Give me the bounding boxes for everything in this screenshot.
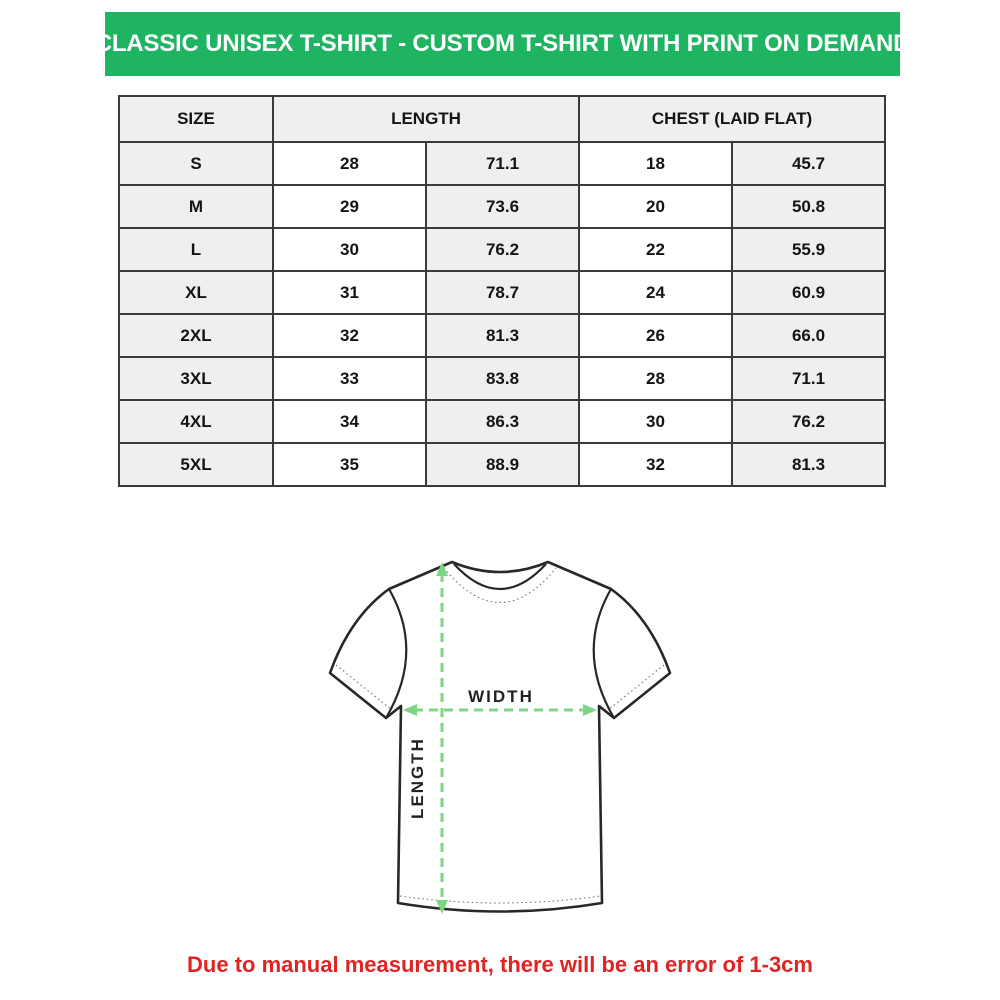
chest-cm-cell: 66.0 — [732, 314, 885, 357]
product-title-banner — [94, 12, 911, 76]
chest-cm-cell: 76.2 — [732, 400, 885, 443]
length-cm-cell: 78.7 — [426, 271, 579, 314]
table-row — [119, 314, 885, 357]
chest-in-cell: 18 — [579, 142, 732, 185]
size-cell: 2XL — [119, 314, 273, 357]
chest-in-cell: 24 — [579, 271, 732, 314]
table-row — [119, 271, 885, 314]
length-label: LENGTH — [408, 737, 427, 819]
size-cell: 4XL — [119, 400, 273, 443]
length-cm-cell: 71.1 — [426, 142, 579, 185]
length-cm-cell: 76.2 — [426, 228, 579, 271]
product-title: CLASSIC UNISEX T-SHIRT - CUSTOM T-SHIRT WITH PRINT ON DEMAND — [94, 30, 911, 57]
size-cell: 3XL — [119, 357, 273, 400]
length-in-cell: 29 — [273, 185, 426, 228]
chest-cm-cell: 60.9 — [732, 271, 885, 314]
length-cm-cell: 86.3 — [426, 400, 579, 443]
length-in-cell: 34 — [273, 400, 426, 443]
column-header-chest: CHEST (LAID FLAT) — [579, 96, 885, 142]
table-row — [119, 357, 885, 400]
chest-cm-cell: 55.9 — [732, 228, 885, 271]
chest-in-cell: 28 — [579, 357, 732, 400]
chest-in-cell: 30 — [579, 400, 732, 443]
table-row — [119, 443, 885, 486]
column-header-length: LENGTH — [273, 96, 579, 142]
length-cm-cell: 81.3 — [426, 314, 579, 357]
chest-in-cell: 26 — [579, 314, 732, 357]
length-in-cell: 31 — [273, 271, 426, 314]
length-in-cell: 28 — [273, 142, 426, 185]
measurement-error-note: Due to manual measurement, there will be an error of 1-3cm — [187, 952, 813, 977]
header-row — [119, 96, 885, 142]
length-in-cell: 30 — [273, 228, 426, 271]
chest-in-cell: 20 — [579, 185, 732, 228]
length-in-cell: 32 — [273, 314, 426, 357]
length-cm-cell: 73.6 — [426, 185, 579, 228]
table-row — [119, 142, 885, 185]
size-cell: S — [119, 142, 273, 185]
tshirt-diagram-svg — [320, 552, 680, 937]
size-cell: 5XL — [119, 443, 273, 486]
chest-cm-cell: 71.1 — [732, 357, 885, 400]
length-cm-cell: 83.8 — [426, 357, 579, 400]
tshirt-measurement-diagram — [320, 552, 680, 937]
size-chart-table — [118, 95, 886, 487]
chest-in-cell: 22 — [579, 228, 732, 271]
table-row — [119, 185, 885, 228]
size-cell: L — [119, 228, 273, 271]
size-cell: XL — [119, 271, 273, 314]
tshirt-outline — [330, 562, 670, 912]
column-header-size: SIZE — [119, 96, 273, 142]
chest-in-cell: 32 — [579, 443, 732, 486]
size-cell: M — [119, 185, 273, 228]
length-in-cell: 33 — [273, 357, 426, 400]
width-label: WIDTH — [468, 687, 534, 706]
table-row — [119, 400, 885, 443]
chest-cm-cell: 50.8 — [732, 185, 885, 228]
table-row — [119, 228, 885, 271]
chest-cm-cell: 81.3 — [732, 443, 885, 486]
chest-cm-cell: 45.7 — [732, 142, 885, 185]
length-in-cell: 35 — [273, 443, 426, 486]
length-cm-cell: 88.9 — [426, 443, 579, 486]
